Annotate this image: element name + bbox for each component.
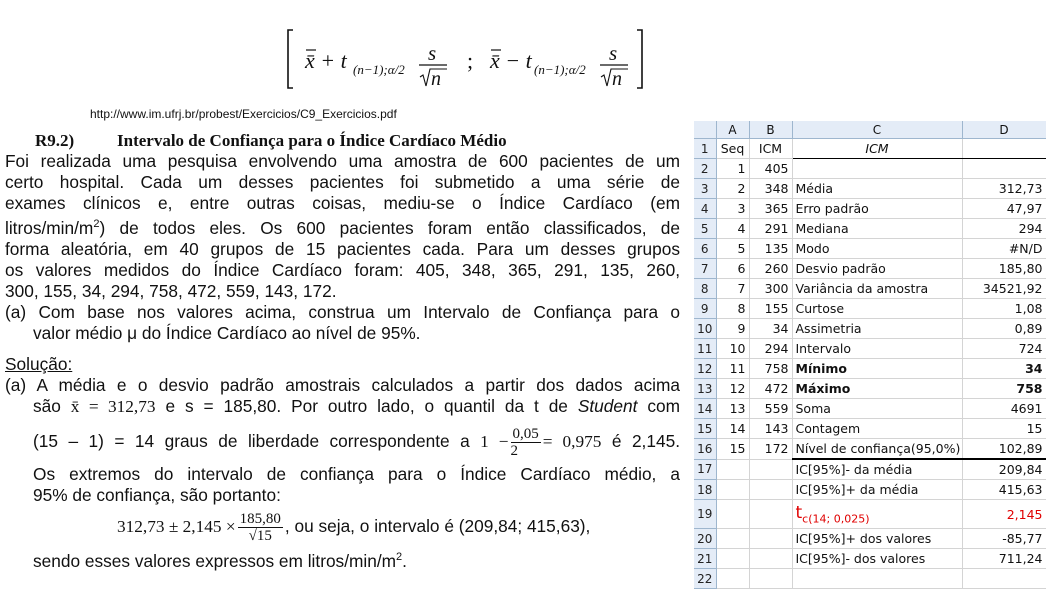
- cell-a1[interactable]: Seq: [716, 139, 749, 159]
- cell-statistic-value[interactable]: 34: [962, 359, 1046, 379]
- unit-text: litros/min/m: [5, 217, 94, 238]
- spreadsheet-row: [694, 459, 1046, 480]
- cell-icm[interactable]: 34: [749, 319, 792, 339]
- spreadsheet-row: [694, 219, 1046, 239]
- column-header-b[interactable]: B: [749, 121, 792, 139]
- spreadsheet-row: [694, 549, 1046, 569]
- formula-n-1: n: [431, 68, 441, 90]
- cell-seq[interactable]: [716, 459, 749, 480]
- cell-statistic-label[interactable]: Média: [792, 179, 962, 199]
- equation-text: , ou seja, o intervalo é (209,84; 415,63),: [284, 515, 591, 536]
- cell-statistic-label[interactable]: Assimetria: [792, 319, 962, 339]
- cell-statistic-value[interactable]: 47,97: [962, 199, 1046, 219]
- cell-d1[interactable]: [962, 139, 1046, 159]
- solution-line: [5, 547, 680, 572]
- row-header[interactable]: 6: [694, 239, 716, 259]
- spreadsheet-row: [694, 199, 1046, 219]
- cell-seq[interactable]: [716, 500, 749, 529]
- cell-statistic-value[interactable]: 415,63: [962, 480, 1046, 500]
- cell-statistic-value[interactable]: 185,80: [962, 259, 1046, 279]
- row-header[interactable]: 3: [694, 179, 716, 199]
- formula-subscript-2: (n−1);α/2: [534, 62, 586, 77]
- column-header-c[interactable]: C: [792, 121, 962, 139]
- cell-statistic-label[interactable]: IC[95%]+ da média: [792, 480, 962, 500]
- exercise-line: de todos eles. Os 600 pacientes foram então classificados, de: [119, 217, 680, 238]
- cell-icm[interactable]: 135: [749, 239, 792, 259]
- cell-statistic-value[interactable]: 4691: [962, 399, 1046, 419]
- row-header[interactable]: 21: [694, 549, 716, 569]
- fraction-num: 185,80: [239, 510, 281, 527]
- spreadsheet-row: [694, 319, 1046, 339]
- solution-text: e s = 185,80. Por outro lado, o quantil da t de: [165, 395, 568, 416]
- row-header[interactable]: 1: [694, 139, 716, 159]
- exercise-line: exames clínicos e, entre outras coisas, mediu-se o Índice Cardíaco (em: [5, 193, 680, 213]
- unit-sup: 2: [93, 218, 100, 230]
- cell-statistic-value[interactable]: 724: [962, 339, 1046, 359]
- cell-icm[interactable]: [749, 529, 792, 549]
- cell-seq[interactable]: 3: [716, 199, 749, 219]
- row-header[interactable]: 2: [694, 159, 716, 179]
- spreadsheet-row: [694, 239, 1046, 259]
- fraction-den: √15: [248, 527, 272, 544]
- spreadsheet-row: [694, 379, 1046, 399]
- row-header[interactable]: 11: [694, 339, 716, 359]
- spreadsheet-row: [694, 399, 1046, 419]
- cell-statistic-value[interactable]: 294: [962, 219, 1046, 239]
- solution-line: [5, 423, 680, 460]
- cell-statistic-label[interactable]: Nível de confiança(95,0%): [792, 439, 962, 460]
- row-header[interactable]: 9: [694, 299, 716, 319]
- solution-heading: Solução:: [5, 353, 73, 374]
- solution-text: é 2,145.: [611, 430, 680, 451]
- cell-statistic-label[interactable]: Máximo: [792, 379, 962, 399]
- spreadsheet-row: [694, 179, 1046, 199]
- formula-subscript-1: (n−1);α/2: [353, 62, 405, 77]
- cell-seq[interactable]: 13: [716, 399, 749, 419]
- row-header[interactable]: 10: [694, 319, 716, 339]
- cell-statistic-label[interactable]: [792, 500, 962, 529]
- cell-statistic-value[interactable]: 2,145: [962, 500, 1046, 529]
- cell-seq[interactable]: [716, 480, 749, 500]
- cell-icm[interactable]: 260: [749, 259, 792, 279]
- tc-subscript: c(14; 0,025): [802, 512, 870, 526]
- cell-statistic-label[interactable]: [792, 569, 962, 589]
- row-header[interactable]: 5: [694, 219, 716, 239]
- cell-icm[interactable]: 143: [749, 419, 792, 439]
- row-header[interactable]: 22: [694, 569, 716, 589]
- solution-text: (15 – 1) = 14 graus de liberdade correspondente a: [33, 430, 470, 451]
- cell-statistic-value[interactable]: 711,24: [962, 549, 1046, 569]
- exercise-title: Intervalo de Confiança para o Índice Cardíaco Médio: [117, 131, 507, 150]
- row-header[interactable]: 14: [694, 399, 716, 419]
- cell-statistic-label[interactable]: Erro padrão: [792, 199, 962, 219]
- spreadsheet-row: [694, 159, 1046, 179]
- exercise-number: R9.2): [35, 131, 75, 150]
- solution-text: são: [33, 395, 61, 416]
- quantile-result: = 0,975: [542, 431, 602, 451]
- cell-statistic-label[interactable]: Modo: [792, 239, 962, 259]
- solution-label: (a): [5, 374, 27, 395]
- formula-separator: ;: [467, 48, 474, 73]
- solution-line: 95% de confiança, são portanto:: [33, 484, 281, 505]
- quantile-fraction: [511, 426, 541, 459]
- select-all-corner[interactable]: [694, 121, 716, 139]
- question-line: valor médio μ do Índice Cardíaco ao nível de 95%.: [33, 322, 421, 343]
- cell-seq[interactable]: [716, 549, 749, 569]
- solution-text: sendo esses valores expressos em litros/min/m: [33, 550, 397, 571]
- student-word: Student: [577, 395, 638, 416]
- spreadsheet-row: [694, 480, 1046, 500]
- formula-xbar-minus-t: x̄ − t: [490, 48, 532, 73]
- cell-seq[interactable]: 9: [716, 319, 749, 339]
- cell-statistic-value[interactable]: 34521,92: [962, 279, 1046, 299]
- formula-xbar-plus-t: x̄ + t: [305, 48, 347, 73]
- cell-seq[interactable]: 12: [716, 379, 749, 399]
- cell-statistic-value[interactable]: 0,89: [962, 319, 1046, 339]
- cell-icm[interactable]: 405: [749, 159, 792, 179]
- fraction-den: 2: [510, 442, 519, 459]
- cell-statistic-label[interactable]: IC[95%]- dos valores: [792, 549, 962, 569]
- spreadsheet-row: [694, 279, 1046, 299]
- cell-statistic-label[interactable]: Intervalo: [792, 339, 962, 359]
- tc-symbol: $t_{c(14; 0,025)}$: [795, 502, 870, 526]
- cell-seq[interactable]: [716, 529, 749, 549]
- question-text: Com base nos valores acima, construa um Intervalo de Confiança para o: [38, 301, 680, 322]
- unit-sup: 2: [396, 550, 403, 563]
- column-header-a[interactable]: A: [716, 121, 749, 139]
- cell-statistic-label[interactable]: IC[95%]- da média: [792, 459, 962, 480]
- unit-close: ): [99, 217, 106, 238]
- row-header[interactable]: 17: [694, 459, 716, 480]
- cell-b1[interactable]: ICM: [749, 139, 792, 159]
- cell-statistic-value[interactable]: 1,08: [962, 299, 1046, 319]
- mean-value: x̄ = 312,73: [70, 396, 156, 416]
- cell-statistic-label[interactable]: IC[95%]+ dos valores: [792, 529, 962, 549]
- cell-icm[interactable]: 155: [749, 299, 792, 319]
- row-header[interactable]: 19: [694, 500, 716, 529]
- cell-statistic-label[interactable]: Contagem: [792, 419, 962, 439]
- row-header[interactable]: 18: [694, 480, 716, 500]
- row-header[interactable]: 20: [694, 529, 716, 549]
- cell-seq[interactable]: 10: [716, 339, 749, 359]
- equation-fraction: [238, 511, 283, 544]
- spreadsheet: [694, 121, 1046, 608]
- exercise-line-unit: [5, 214, 680, 239]
- question-line: [5, 302, 680, 323]
- cell-icm[interactable]: [749, 480, 792, 500]
- cell-icm[interactable]: [749, 569, 792, 589]
- cell-statistic-value[interactable]: [962, 569, 1046, 589]
- exercise-line: forma aleatória, em 40 grupos de 15 pacientes cada. Para um desses grupos: [5, 238, 680, 259]
- cell-statistic-value[interactable]: 102,89: [962, 439, 1046, 460]
- exercise-line: 300, 155, 34, 294, 758, 472, 559, 143, 172.: [5, 280, 337, 301]
- confidence-interval-formula: [285, 28, 645, 90]
- cell-statistic-label[interactable]: Mediana: [792, 219, 962, 239]
- cell-statistic-label[interactable]: Variância da amostra: [792, 279, 962, 299]
- cell-icm[interactable]: [749, 549, 792, 569]
- cell-seq[interactable]: 14: [716, 419, 749, 439]
- formula-s-1: s: [428, 41, 437, 65]
- cell-icm[interactable]: 348: [749, 179, 792, 199]
- solution-equation-line: [5, 506, 680, 547]
- spreadsheet-row: [694, 299, 1046, 319]
- cell-statistic-value[interactable]: [962, 159, 1046, 179]
- cell-seq[interactable]: 2: [716, 179, 749, 199]
- cell-statistic-value[interactable]: 312,73: [962, 179, 1046, 199]
- cell-seq[interactable]: 11: [716, 359, 749, 379]
- spreadsheet-row: [694, 439, 1046, 460]
- cell-seq[interactable]: 8: [716, 299, 749, 319]
- cell-icm[interactable]: 472: [749, 379, 792, 399]
- cell-icm[interactable]: 294: [749, 339, 792, 359]
- source-url: http://www.im.ufrj.br/probest/Exercicios/C9_Exercicios.pdf: [90, 107, 397, 121]
- row-header[interactable]: 13: [694, 379, 716, 399]
- column-header-d[interactable]: D: [962, 121, 1046, 139]
- row-header[interactable]: 16: [694, 439, 716, 460]
- cell-statistic-value[interactable]: 209,84: [962, 459, 1046, 480]
- cell-c1[interactable]: ICM: [792, 139, 962, 159]
- cell-statistic-value[interactable]: #N/D: [962, 239, 1046, 259]
- cell-seq[interactable]: 5: [716, 239, 749, 259]
- cell-icm[interactable]: 365: [749, 199, 792, 219]
- formula-s-2: s: [609, 41, 618, 65]
- spreadsheet-row: [694, 339, 1046, 359]
- solution-line: [5, 375, 680, 396]
- spreadsheet-row: [694, 419, 1046, 439]
- row-header[interactable]: 7: [694, 259, 716, 279]
- cell-statistic-value[interactable]: 758: [962, 379, 1046, 399]
- formula-n-2: n: [612, 68, 622, 90]
- row-header[interactable]: 4: [694, 199, 716, 219]
- cell-statistic-label[interactable]: Curtose: [792, 299, 962, 319]
- solution-text: com: [647, 395, 680, 416]
- solution-line: Os extremos do intervalo de confiança para o Índice Cardíaco médio, a: [33, 463, 680, 484]
- cell-statistic-value[interactable]: -85,77: [962, 529, 1046, 549]
- equation-lhs: 312,73 ± 2,145 ×: [117, 516, 236, 536]
- cell-icm[interactable]: [749, 459, 792, 480]
- spreadsheet-row: [694, 500, 1046, 529]
- cell-statistic-value[interactable]: 15: [962, 419, 1046, 439]
- cell-icm[interactable]: 758: [749, 359, 792, 379]
- solution-line: [5, 396, 680, 417]
- exercise-line: certo hospital. Cada um desses pacientes foi submetido a uma série de: [5, 172, 680, 192]
- solution-text: A média e o desvio padrão amostrais calculados a partir dos dados acima: [36, 374, 680, 395]
- exercise-line: os valores medidos do Índice Cardíaco foram: 405, 348, 365, 291, 135, 260,: [5, 259, 680, 280]
- exercise-heading: [35, 130, 680, 151]
- row-header[interactable]: 15: [694, 419, 716, 439]
- row-header[interactable]: 8: [694, 279, 716, 299]
- cell-seq[interactable]: 15: [716, 439, 749, 460]
- spreadsheet-row: [694, 359, 1046, 379]
- spreadsheet-row: [694, 569, 1046, 589]
- cell-seq[interactable]: 1: [716, 159, 749, 179]
- quantile-one-minus: 1 −: [480, 431, 509, 451]
- cell-icm[interactable]: [749, 500, 792, 529]
- exercise-document: [5, 130, 680, 572]
- question-label: (a): [5, 301, 27, 322]
- solution-text: .: [402, 550, 407, 571]
- cell-seq[interactable]: [716, 569, 749, 589]
- cell-statistic-label[interactable]: Soma: [792, 399, 962, 419]
- cell-icm[interactable]: 291: [749, 219, 792, 239]
- exercise-line: Foi realizada uma pesquisa envolvendo uma amostra de 600 pacientes de um: [5, 151, 680, 171]
- spreadsheet-grid: [694, 121, 1046, 589]
- fraction-num: 0,05: [512, 425, 539, 442]
- row-header[interactable]: 12: [694, 359, 716, 379]
- spreadsheet-row: [694, 259, 1046, 279]
- cell-seq[interactable]: 6: [716, 259, 749, 279]
- cell-statistic-label[interactable]: Mínimo: [792, 359, 962, 379]
- cell-statistic-label[interactable]: [792, 159, 962, 179]
- cell-icm[interactable]: 300: [749, 279, 792, 299]
- cell-icm[interactable]: 559: [749, 399, 792, 419]
- cell-statistic-label[interactable]: Desvio padrão: [792, 259, 962, 279]
- cell-seq[interactable]: 7: [716, 279, 749, 299]
- spreadsheet-row: [694, 529, 1046, 549]
- cell-seq[interactable]: 4: [716, 219, 749, 239]
- cell-icm[interactable]: 172: [749, 439, 792, 460]
